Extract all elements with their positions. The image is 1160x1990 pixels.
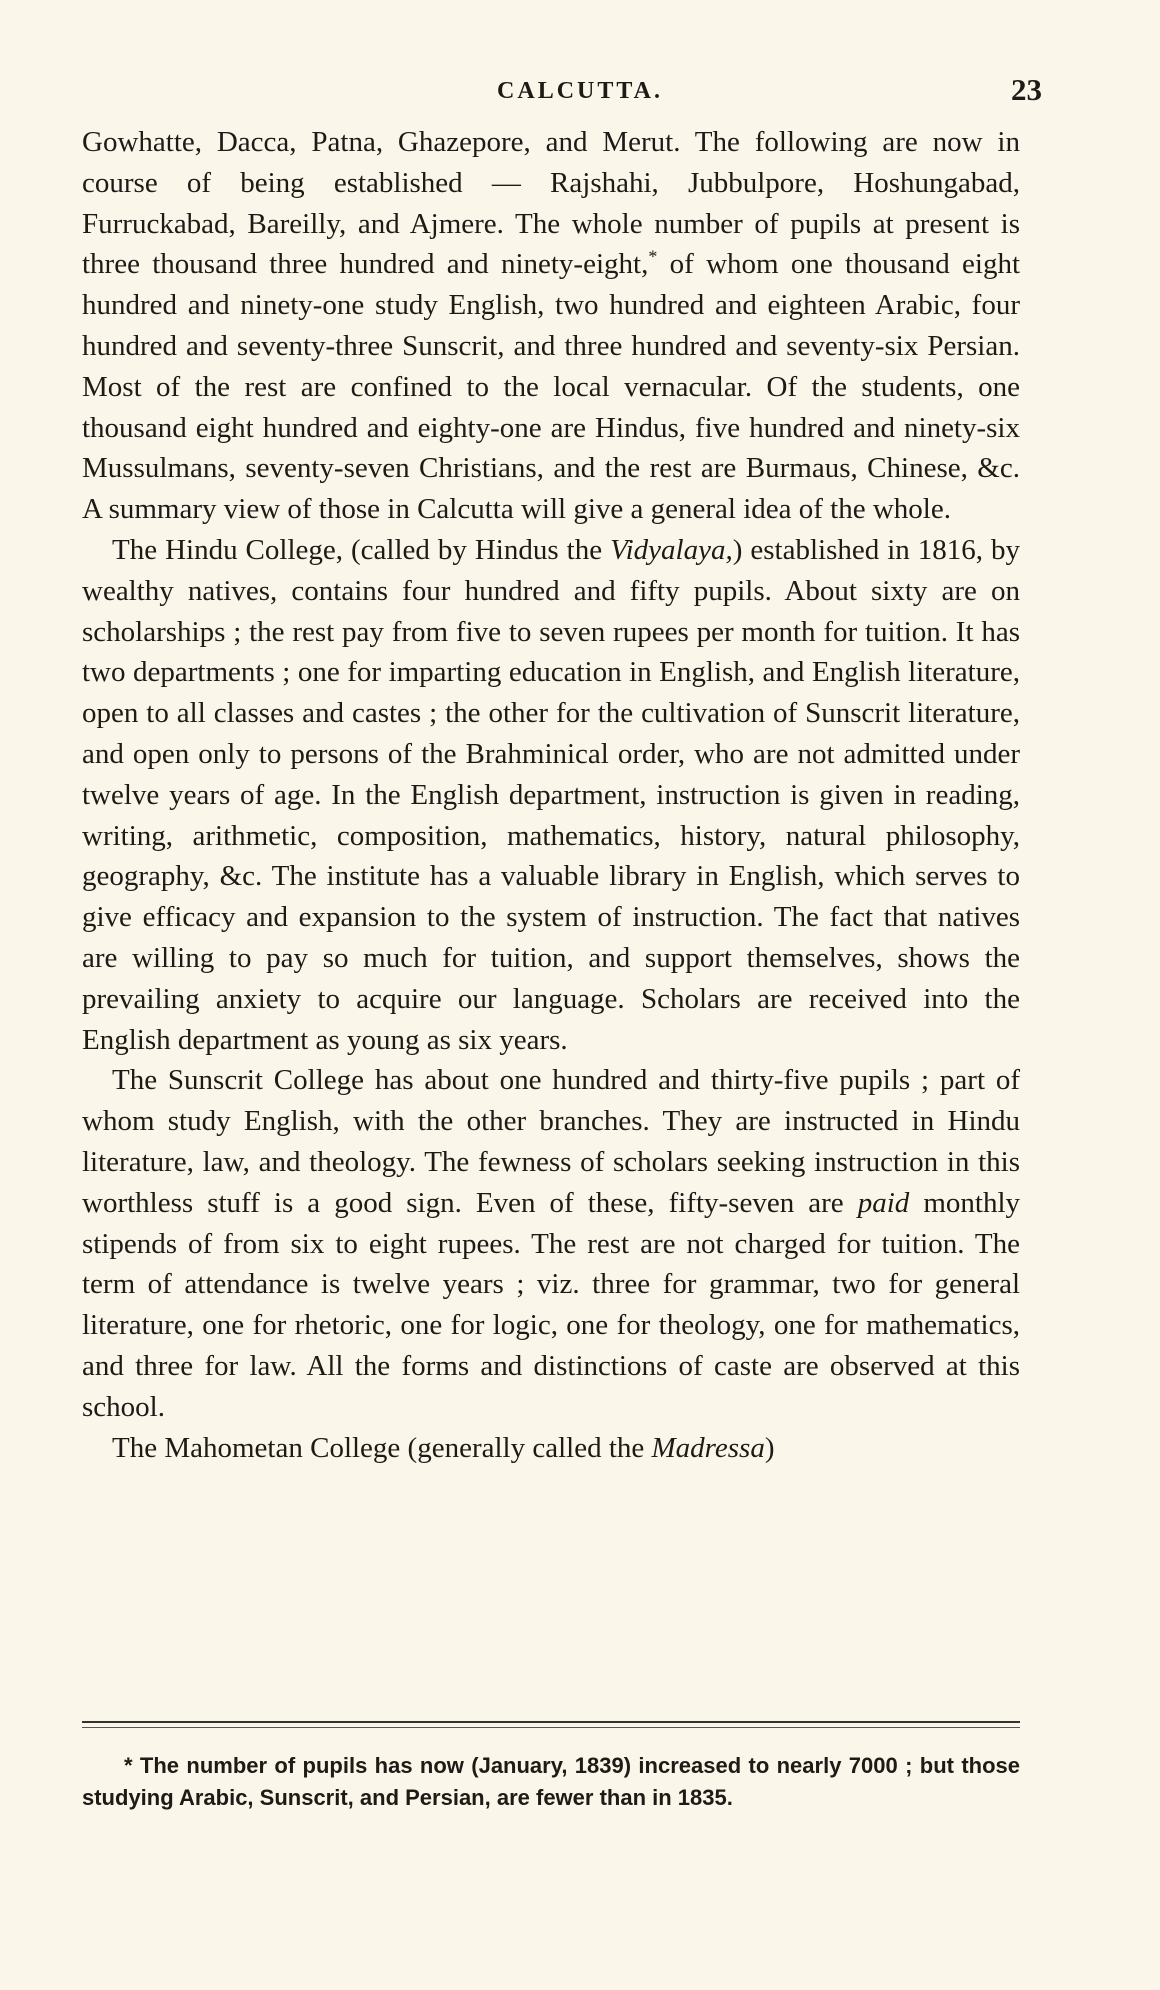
paragraph-2-text-b: ) established in 1816, by wealthy natives, contains four hundred and fifty pupils. About sixty are on scholarships ; the rest pay from five to seven rupees per month for tuition. It has two departments ; one for imparting education in English, and English literature, open to all classes and castes ; the other for the cultivation of Sunscrit literature, and open only to persons of the Brahminical order, who are not admitted under twelve years of age. In the English department, instruction is given in reading, writing, arithmetic, composition, mathematics, history, natural philosophy, geography, &c. The institute has a valuable library in English, which serves to give efficacy and expansion to the system of instruction. The fact that natives are willing to pay so much for tuition, and support themselves, shows the prevailing anxiety to acquire our language. Scholars are received into the English department as young as six years. — [82, 533, 1021, 1056]
paragraph-4-text-a: The Mahometan College (generally called the — [112, 1431, 652, 1464]
paragraph-hindu-college — [82, 530, 1020, 1060]
running-head-title: CALCUTTA. — [497, 78, 663, 104]
body-text — [82, 122, 1020, 1468]
page-number: 23 — [1011, 72, 1042, 107]
paragraph-1-text-a: Gowhatte, Dacca, Patna, Ghazepore, and Merut. The following are now in course of being established — Rajshahi, Jubbulpore, Hoshungabad, Furruckabad, Bareilly, and Ajmere. The whole number of pupils at present is three thousand three hundred and ninety-eight, — [82, 126, 1020, 281]
paragraph-1 — [82, 122, 1020, 530]
paragraph-1-text-b: of whom one thousand eight hundred and ninety-one study English, two hundred and eighteen Arabic, four hundred and seventy-three Sunscrit, and three hundred and seventy-six Persian. Most of the rest are confined to the local vernacular. Of the students, one thousand eight hundred and eighty-one are Hindus, five hundred and ninety-six Mussulmans, seventy-seven Christians, and the rest are Burmaus, Chinese, &c. A summary view of those in Calcutta will give a general idea of the whole. — [82, 248, 1020, 526]
footnote-rule-secondary — [82, 1727, 1020, 1728]
paragraph-3-text-b: monthly stipends of from six to eight rupees. The rest are not charged for tuition. The term of attendance is twelve years ; viz. three for grammar, two for general literature, one for rhetoric, one for logic, one for theology, one for mathematics, and three for law. All the forms and distinctions of caste are observed at this school. — [82, 1186, 1020, 1423]
paragraph-2-text-a: The Hindu College, (called by Hindus the — [112, 533, 611, 566]
running-head — [0, 72, 1160, 112]
paragraph-sunscrit-college — [82, 1060, 1020, 1427]
paragraph-3-text-a: The Sunscrit College has about one hundred and thirty-five pupils ; part of whom study English, with the other branches. They are instructed in Hindu literature, law, and theology. The fewness of scholars seeking instruction in this worthless stuff is a good sign. Even of these, fifty-seven are — [82, 1064, 1020, 1219]
footnote-rule — [82, 1721, 1020, 1723]
paragraph-mahometan-college — [82, 1428, 1020, 1469]
footnote: * The number of pupils has now (January, 1839) increased to nearly 7000 ; but those studying Arabic, Sunscrit, and Persian, are fewer than in 1835. — [82, 1753, 1020, 1810]
paragraph-4-text-b: ) — [764, 1431, 775, 1464]
footnote-marker: * — [648, 246, 658, 267]
paragraph-2-italic: Vidyalaya, — [610, 533, 733, 566]
paragraph-4-italic: Madressa — [651, 1431, 765, 1464]
paragraph-3-italic: paid — [857, 1186, 910, 1219]
